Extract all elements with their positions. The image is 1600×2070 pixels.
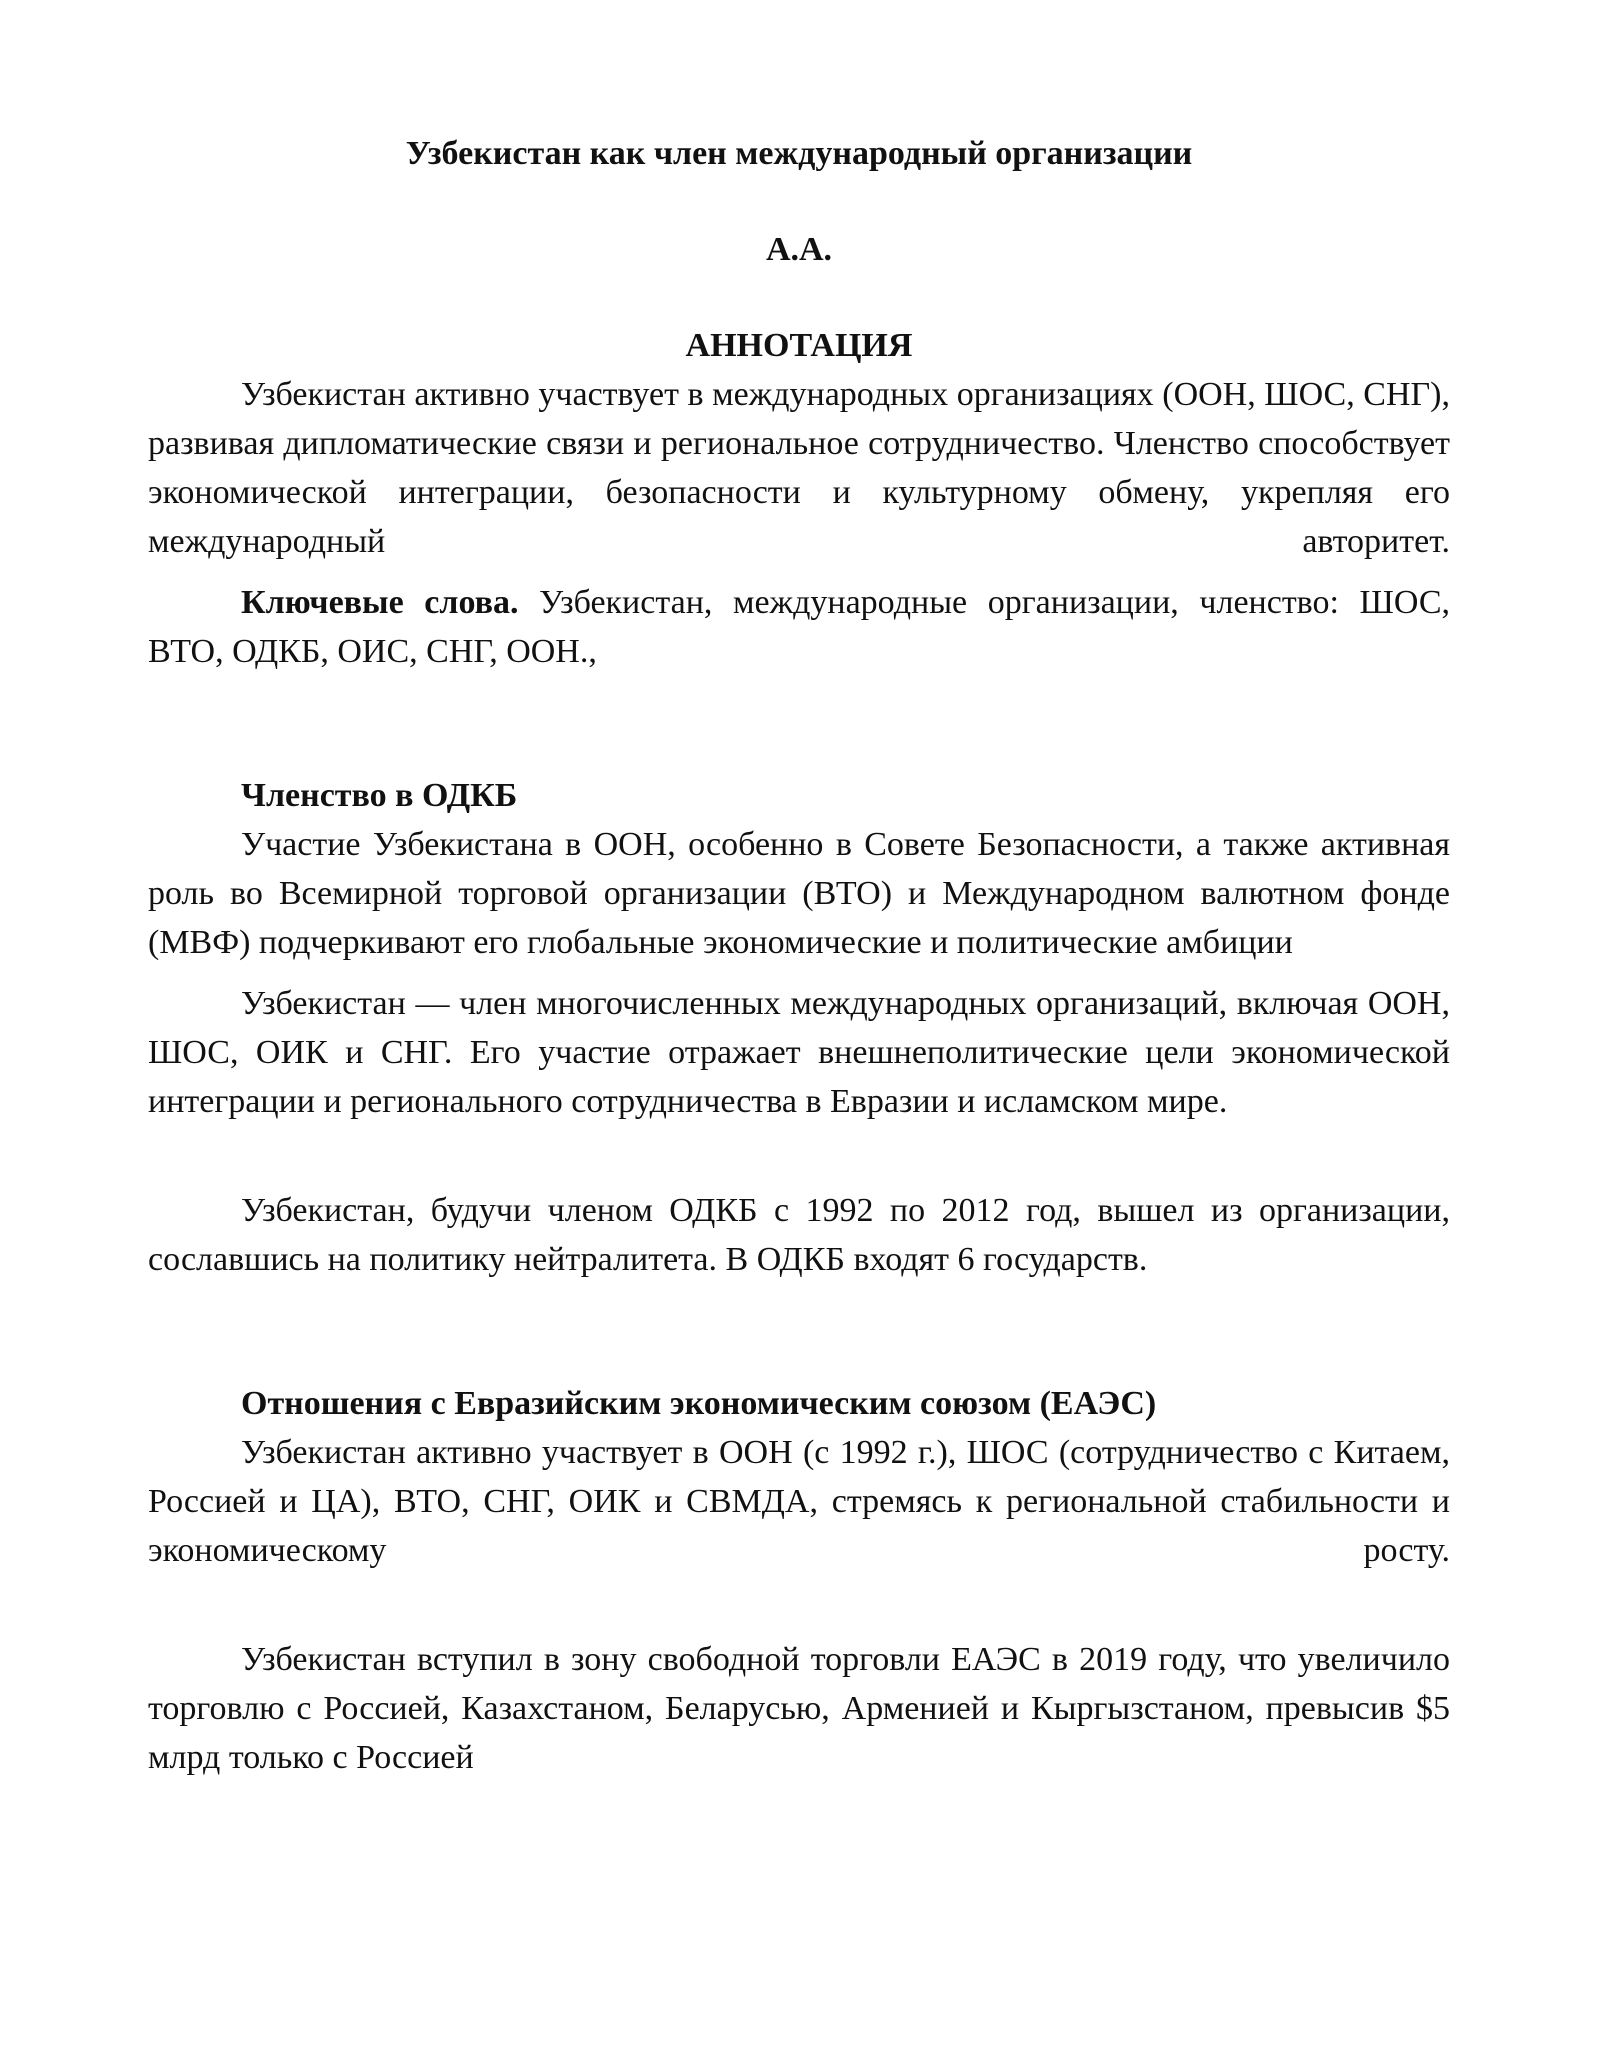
section-odkb-paragraph-3: Узбекистан, будучи членом ОДКБ с 1992 по 2012 год, вышел из организации, сославшись на политику нейтралитета. В ОДКБ входят 6 государств. [148, 1192, 1450, 1278]
document-page [148, 112, 1450, 1782]
keywords-paragraph [148, 578, 1450, 676]
keywords-label: Ключевые слова. [241, 584, 519, 621]
section-odkb-paragraph-1: Участие Узбекистана в ООН, особенно в Совете Безопасности, а также активная роль во Всемирной торговой организации (ВТО) и Международном валютном фонде (МВФ) подчеркивают его глобальные экономические и политические амбиции [148, 826, 1450, 961]
document-title: Узбекистан как член международный организации [405, 135, 1193, 172]
section-heading-odkb: Членство в ОДКБ [241, 777, 518, 814]
document-author: А.А. [765, 231, 833, 268]
keywords-text: Узбекистан, международные организации, членство: ШОС, ВТО, ОДКБ, ОИС, СНГ, ООН., [148, 584, 1450, 670]
section-odkb-paragraph-2: Узбекистан — член многочисленных международных организаций, включая ООН, ШОС, ОИК и СНГ. Его участие отражает внешнеполитические цели экономической интеграции и регионального сотрудничества в Евразии и исламском мире. [148, 985, 1450, 1120]
annotation-heading: АННОТАЦИЯ [685, 327, 913, 364]
section-heading-eaes: Отношения с Евразийским экономическим союзом (ЕАЭС) [241, 1385, 1157, 1422]
section-eaes-paragraph-1: Узбекистан активно участвует в ООН (с 1992 г.), ШОС (сотрудничество с Китаем, Россией и ЦА), ВТО, СНГ, ОИК и СВМДА, стремясь к региональной стабильности и экономическому росту. [148, 1434, 1450, 1569]
section-eaes-paragraph-2: Узбекистан вступил в зону свободной торговли ЕАЭС в 2019 году, что увеличило торговлю с Россией, Казахстаном, Беларусью, Арменией и Кыргызстаном, превысив $5 млрд только с Россией [148, 1641, 1450, 1776]
annotation-paragraph: Узбекистан активно участвует в международных организациях (ООН, ШОС, СНГ), развивая дипломатические связи и региональное сотрудничество. Членство способствует экономической интеграции, безопасности и культурному обмену, укрепляя его международный авторитет. [148, 376, 1450, 560]
